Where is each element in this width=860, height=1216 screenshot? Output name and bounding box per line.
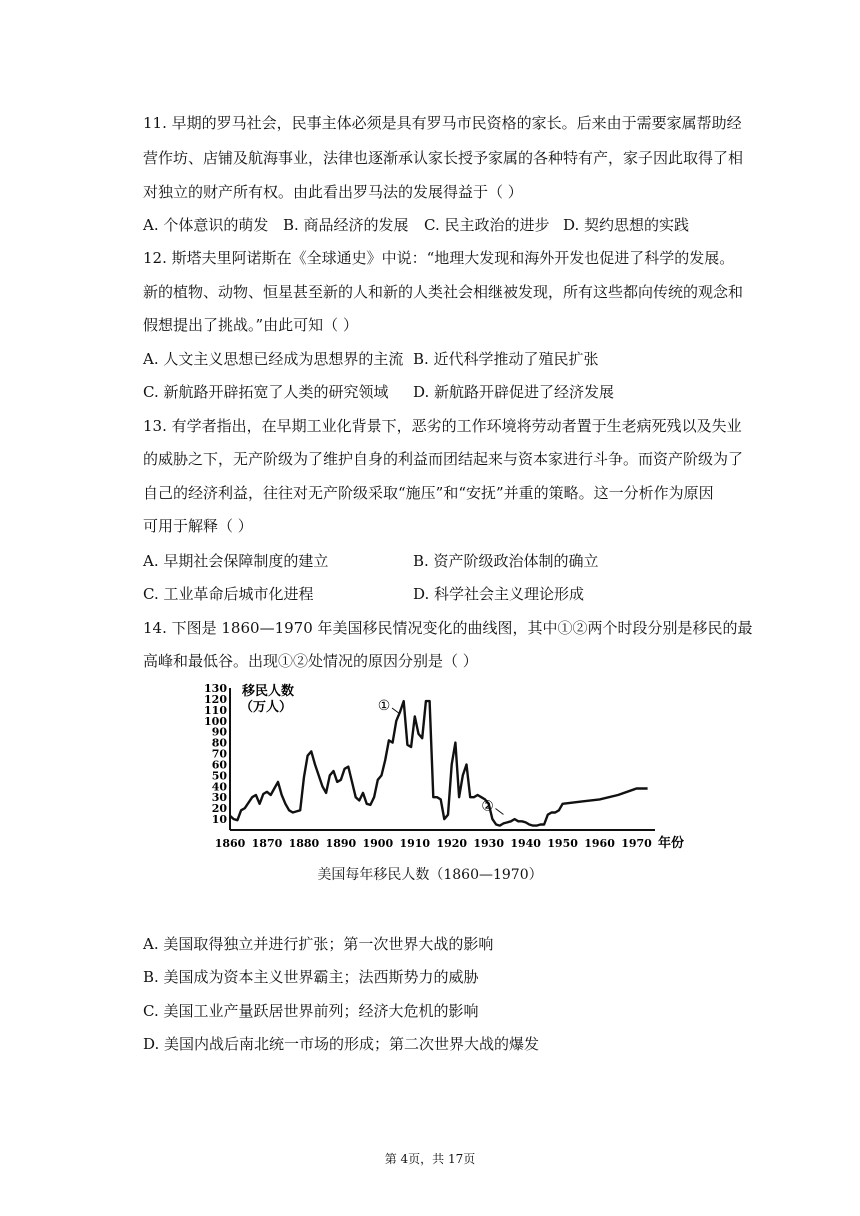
chart-xtick-label: 1970	[621, 837, 652, 850]
q13-option-a: A. 早期社会保障制度的建立	[143, 552, 329, 570]
chart-ytick-label: 40	[211, 780, 227, 794]
q14-line-1: 14. 下图是 1860—1970 年美国移民情况变化的曲线图，其中①②两个时段分别是移民的最	[143, 619, 753, 637]
chart-xtick-label: 1910	[399, 837, 431, 850]
chart-xtick-label: 1960	[584, 837, 615, 850]
q14-line-2: 高峰和最低谷。出现①②处情况的原因分别是（ ）	[143, 652, 478, 670]
chart-ylabel-line-2: （万人）	[240, 700, 293, 715]
q12-option-a: A. 人文主义思想已经成为思想界的主流	[143, 350, 404, 368]
q12-line-1: 12. 斯塔夫里阿诺斯在《全球通史》中说：“地理大发现和海外开发也促进了科学的发展。	[143, 249, 735, 267]
chart-annotation-2: ②	[481, 798, 494, 815]
q12-option-d: D. 新航路开辟促进了经济发展	[413, 383, 615, 401]
page-footer: 第 4页，共 17页	[384, 1152, 476, 1166]
chart-ytick-label: 10	[211, 813, 227, 827]
chart-ytick-label: 110	[204, 703, 227, 717]
q11-line-2: 营作坊、店铺及航海事业，法律也逐渐承认家长授予家属的各种特有产，家子因此取得了相	[143, 149, 744, 167]
q14-option-c: C. 美国工业产量跃居世界前列；经济大危机的影响	[143, 1002, 479, 1020]
q12-option-c: C. 新航路开辟拓宽了人类的研究领域	[143, 383, 389, 401]
chart-xtick-label: 1920	[436, 837, 468, 850]
chart-ytick-label: 20	[211, 802, 227, 816]
chart-ytick-label: 100	[204, 714, 227, 728]
chart-xtick-label: 1860	[214, 837, 246, 850]
q12-line-2: 新的植物、动物、恒星甚至新的人和新的人类社会相继被发现，所有这些都向传统的观念和	[143, 283, 744, 301]
chart-xtick-label: 1890	[325, 837, 357, 850]
chart-xtick-label: 1930	[473, 837, 505, 850]
q14-option-a: A. 美国取得独立并进行扩张；第一次世界大战的影响	[143, 935, 494, 953]
chart-ytick-label: 90	[211, 725, 227, 739]
q14-option-d: D. 美国内战后南北统一市场的形成；第二次世界大战的爆发	[143, 1035, 540, 1053]
chart-annotation-pointer	[495, 809, 503, 815]
chart-xtick-label: 1900	[362, 837, 394, 850]
immigration-chart	[200, 680, 690, 860]
chart-caption: 美国每年移民人数（1860—1970）	[317, 867, 543, 883]
chart-ytick-label: 50	[211, 769, 227, 783]
q11-option-a: A. 个体意识的萌发	[143, 216, 269, 234]
chart-xtick-label: 1940	[510, 837, 541, 850]
q11-option-d: D. 契约思想的实践	[563, 216, 690, 234]
q14-option-b: B. 美国成为资本主义世界霸主；法西斯势力的威胁	[143, 968, 479, 986]
chart-ytick-label: 80	[211, 736, 227, 750]
immigration-chart-svg	[200, 680, 690, 860]
chart-ytick-label: 70	[211, 747, 227, 761]
q12-option-b: B. 近代科学推动了殖民扩张	[413, 350, 599, 368]
q13-line-2: 的威胁之下，无产阶级为了维护自身的利益而团结起来与资本家进行斗争。而资产阶级为了	[143, 450, 744, 468]
chart-ytick-label: 30	[211, 791, 227, 805]
chart-ytick-label: 120	[204, 692, 227, 706]
chart-xlabel: 年份	[658, 836, 685, 851]
q11-option-c: C. 民主政治的进步	[424, 216, 550, 234]
q11-line-1: 11. 早期的罗马社会，民事主体必须是具有罗马市民资格的家长。后来由于需要家属帮助经	[143, 114, 742, 132]
q11-line-3: 对独立的财产所有权。由此看出罗马法的发展得益于（ ）	[143, 183, 523, 201]
chart-ylabel-line-1: 移民人数	[242, 684, 295, 699]
q13-option-d: D. 科学社会主义理论形成	[413, 585, 585, 603]
q13-line-4: 可用于解释（ ）	[143, 517, 253, 535]
q13-option-b: B. 资产阶级政治体制的确立	[413, 552, 599, 570]
q12-line-3: 假想提出了挑战。”由此可知（ ）	[143, 316, 358, 334]
chart-annotation-pointer	[392, 708, 400, 714]
chart-ytick-label: 60	[211, 758, 227, 772]
chart-xtick-label: 1870	[251, 837, 283, 850]
q13-line-1: 13. 有学者指出，在早期工业化背景下，恶劣的工作环境将劳动者置于生老病死残以及失业	[143, 417, 742, 435]
chart-series-line	[230, 701, 648, 826]
chart-annotation-1: ①	[377, 698, 391, 715]
chart-xtick-label: 1950	[547, 837, 578, 850]
q11-option-b: B. 商品经济的发展	[283, 216, 409, 234]
chart-xtick-label: 1880	[288, 837, 320, 850]
chart-ytick-label: 130	[204, 682, 227, 695]
q13-option-c: C. 工业革命后城市化进程	[143, 585, 314, 603]
q13-line-3: 自己的经济利益，往往对无产阶级采取“施压”和“安抚”并重的策略。这一分析作为原因	[143, 484, 714, 502]
